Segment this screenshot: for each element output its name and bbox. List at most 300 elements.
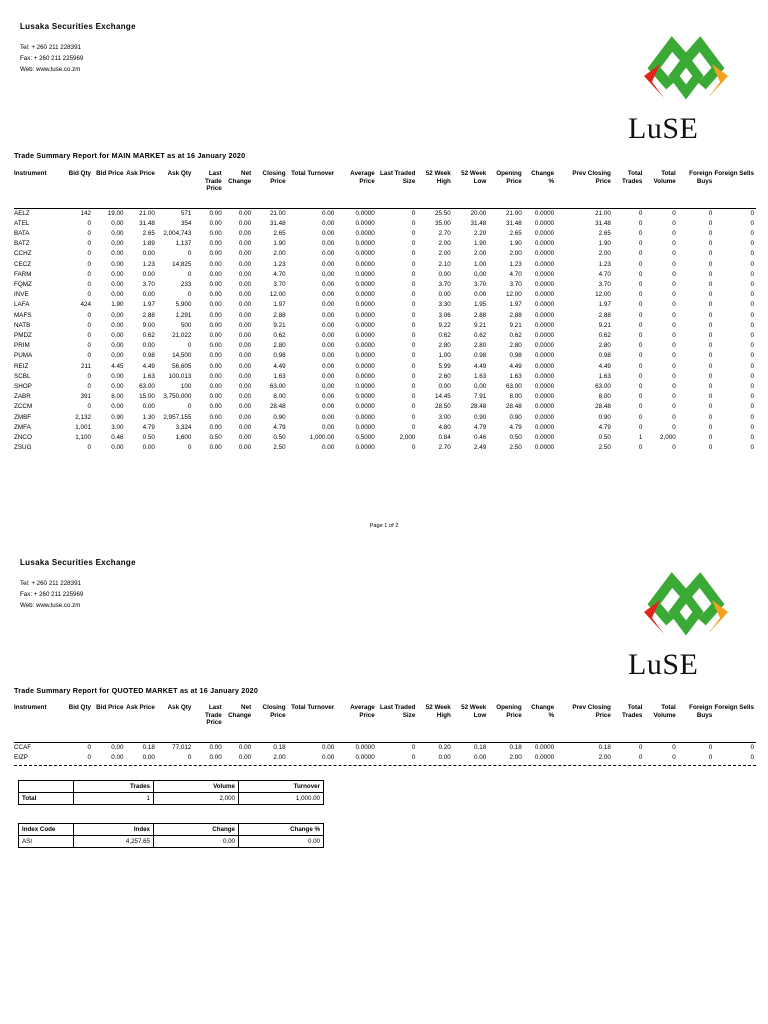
cell-foreign-buys: 0 — [708, 352, 713, 360]
cell-prev-closing-price: 0.90 — [598, 413, 611, 421]
cell-prev-closing-price: 9.21 — [598, 321, 611, 329]
cell-total-volume: 0 — [672, 229, 676, 237]
cell-average-price: 0.0000 — [355, 382, 375, 390]
column-header-prev-closing-price: Prev Closing Price — [572, 704, 611, 719]
cell-closing-price: 9.21 — [273, 321, 286, 329]
cell-52-week-high: 0.00 — [438, 382, 451, 390]
cell-instrument: ZSUG — [14, 444, 32, 452]
table-row — [14, 229, 756, 239]
table-row — [14, 362, 756, 372]
cell-last-traded-size: 0 — [411, 229, 416, 237]
cell-change-pct: 0.0000 — [534, 331, 555, 339]
cell-total-trades: 0 — [638, 342, 643, 350]
cell-instrument: CCAF — [14, 743, 32, 751]
cell-prev-closing-price: 2.50 — [598, 444, 611, 452]
cell-closing-price: 2.50 — [273, 444, 286, 452]
cell-opening-price: 28.48 — [505, 403, 522, 411]
cell-total-trades: 0 — [638, 321, 643, 329]
cell-total-trades: 0 — [638, 270, 643, 278]
cell-bid-qty: 0 — [87, 280, 92, 288]
column-header-total-volume: Total Volume — [653, 170, 676, 185]
cell-bid-price: 4.45 — [111, 362, 124, 370]
cell-change-pct: 0.0000 — [534, 280, 555, 288]
cell-opening-price: 0.62 — [509, 331, 522, 339]
cell-prev-closing-price: 0.62 — [598, 331, 611, 339]
cell-foreign-sells: 0 — [750, 444, 754, 452]
cell-opening-price: 0.18 — [509, 743, 522, 751]
cell-foreign-buys: 0 — [708, 311, 713, 319]
cell-bid-price: 0.00 — [111, 372, 124, 380]
cell-52-week-low: 28.48 — [470, 403, 487, 411]
cell-opening-price: 12.00 — [505, 291, 522, 299]
totals-table — [18, 780, 324, 805]
cell-ask-qty: 0 — [187, 342, 192, 350]
cell-foreign-sells: 0 — [750, 219, 754, 227]
cell-total-turnover: 0.00 — [322, 393, 335, 401]
cell-average-price: 0.0000 — [355, 321, 375, 329]
cell-net-change: 0.00 — [238, 321, 252, 329]
cell-bid-qty: 0 — [87, 219, 92, 227]
cell-last-traded-size: 0 — [411, 270, 416, 278]
cell-total-turnover: 0.00 — [322, 260, 335, 268]
cell-last-traded-size: 0 — [411, 209, 416, 217]
cell-foreign-sells: 0 — [750, 342, 754, 350]
cell-prev-closing-price: 0.98 — [598, 352, 611, 360]
fax-line: Fax: + 260 211 225969 — [20, 591, 84, 598]
cell-foreign-buys: 0 — [708, 229, 713, 237]
cell-bid-qty: 0 — [87, 372, 92, 380]
cell-change-pct: 0.0000 — [534, 311, 555, 319]
index-change: 0.00 — [154, 836, 239, 848]
cell-total-trades: 0 — [638, 403, 643, 411]
cell-closing-price: 8.00 — [273, 393, 286, 401]
cell-change-pct: 0.0000 — [534, 372, 555, 380]
cell-instrument: FQMZ — [14, 280, 32, 288]
cell-total-turnover: 0.00 — [322, 321, 335, 329]
cell-ask-price: 9.00 — [142, 321, 155, 329]
cell-last-traded-size: 0 — [411, 311, 416, 319]
cell-closing-price: 4.70 — [273, 270, 286, 278]
cell-closing-price: 63.00 — [269, 382, 286, 390]
cell-last-trade-price: 0.00 — [209, 423, 222, 431]
cell-net-change: 0.00 — [238, 743, 252, 751]
cell-bid-qty: 0 — [87, 260, 92, 268]
cell-52-week-low: 7.91 — [474, 393, 487, 401]
cell-total-trades: 0 — [638, 250, 643, 258]
table-row — [14, 249, 756, 259]
cell-total-volume: 0 — [672, 403, 676, 411]
cell-closing-price: 28.48 — [269, 403, 286, 411]
cell-52-week-high: 35.00 — [435, 219, 451, 227]
cell-total-volume: 0 — [672, 291, 676, 299]
cell-foreign-buys: 0 — [708, 331, 713, 339]
cell-52-week-high: 28.50 — [435, 403, 451, 411]
cell-last-trade-price: 0.00 — [209, 743, 222, 751]
cell-opening-price: 9.21 — [509, 321, 522, 329]
cell-closing-price: 12.00 — [269, 291, 286, 299]
cell-last-traded-size: 0 — [411, 331, 416, 339]
index-code: ASI — [19, 836, 74, 848]
cell-closing-price: 2.00 — [273, 753, 286, 761]
cell-bid-qty: 2,132 — [75, 413, 92, 421]
cell-average-price: 0.0000 — [355, 291, 375, 299]
cell-foreign-sells: 0 — [750, 403, 754, 411]
cell-total-trades: 0 — [638, 372, 643, 380]
cell-total-trades: 0 — [638, 743, 643, 751]
table-header-row — [14, 170, 756, 208]
cell-total-turnover: 0.00 — [322, 362, 335, 370]
cell-last-trade-price: 0.00 — [209, 352, 222, 360]
column-header-ask-price: Ask Price — [126, 704, 155, 711]
table-header-row — [14, 704, 756, 742]
cell-instrument: LAFA — [14, 301, 30, 309]
cell-52-week-high: 25.50 — [435, 209, 451, 217]
cell-bid-price: 0.00 — [111, 753, 124, 761]
cell-foreign-sells: 0 — [750, 311, 754, 319]
cell-average-price: 0.0000 — [355, 372, 375, 380]
cell-total-trades: 0 — [638, 209, 643, 217]
cell-52-week-high: 1.00 — [438, 352, 451, 360]
cell-total-turnover: 0.00 — [322, 311, 335, 319]
cell-net-change: 0.00 — [238, 209, 252, 217]
cell-foreign-sells: 0 — [750, 423, 754, 431]
cell-total-turnover: 0.00 — [322, 743, 335, 751]
cell-bid-qty: 211 — [81, 362, 92, 370]
cell-change-pct: 0.0000 — [534, 362, 555, 370]
cell-52-week-high: 3.06 — [438, 311, 451, 319]
cell-prev-closing-price: 2.88 — [598, 311, 611, 319]
cell-total-turnover: 0.00 — [322, 413, 335, 421]
column-header-52-week-low: 52 Week Low — [461, 704, 487, 719]
cell-total-volume: 0 — [672, 270, 676, 278]
cell-instrument: CECZ — [14, 260, 32, 268]
cell-total-trades: 0 — [638, 331, 643, 339]
cell-52-week-low: 0.90 — [474, 413, 487, 421]
cell-average-price: 0.0000 — [355, 362, 375, 370]
cell-opening-price: 1.23 — [509, 260, 522, 268]
cell-closing-price: 31.48 — [269, 219, 286, 227]
cell-bid-qty: 0 — [87, 403, 92, 411]
totals-header-trades: Trades — [74, 781, 154, 793]
cell-bid-price: 0.00 — [111, 280, 124, 288]
cell-average-price: 0.0000 — [355, 209, 375, 217]
cell-average-price: 0.0000 — [355, 240, 375, 248]
cell-opening-price: 2.50 — [509, 444, 522, 452]
cell-bid-price: 0.00 — [111, 240, 124, 248]
cell-instrument: AELZ — [14, 209, 30, 217]
cell-opening-price: 1.97 — [509, 301, 522, 309]
column-header-foreign-buys: Foreign Buys — [689, 704, 713, 719]
column-header-total-trades: Total Trades — [622, 170, 643, 185]
cell-bid-qty: 0 — [87, 753, 92, 761]
cell-foreign-buys: 0 — [708, 423, 713, 431]
column-header-opening-price: Opening Price — [496, 170, 522, 185]
cell-ask-qty: 21,022 — [172, 331, 192, 339]
cell-52-week-high: 3.70 — [438, 280, 451, 288]
cell-bid-price: 0.00 — [111, 250, 124, 258]
cell-ask-qty: 1,137 — [175, 240, 192, 248]
cell-change-pct: 0.0000 — [534, 219, 555, 227]
cell-average-price: 0.0000 — [355, 352, 375, 360]
cell-change-pct: 0.0000 — [534, 229, 555, 237]
cell-opening-price: 1.63 — [509, 372, 522, 380]
cell-change-pct: 0.0000 — [534, 753, 555, 761]
cell-ask-qty: 14,500 — [172, 352, 192, 360]
cell-52-week-high: 2.60 — [438, 372, 451, 380]
cell-foreign-buys: 0 — [708, 382, 713, 390]
cell-average-price: 0.0000 — [355, 219, 375, 227]
cell-total-turnover: 0.00 — [322, 352, 335, 360]
cell-closing-price: 0.50 — [273, 433, 286, 441]
column-header-average-price: Average Price — [350, 704, 375, 719]
cell-ask-qty: 0 — [187, 444, 192, 452]
cell-foreign-buys: 0 — [708, 291, 713, 299]
cell-total-turnover: 0.00 — [322, 229, 335, 237]
cell-foreign-sells: 0 — [750, 413, 754, 421]
cell-opening-price: 21.00 — [505, 209, 522, 217]
cell-52-week-high: 2.00 — [438, 250, 451, 258]
column-header-closing-price: Closing Price — [262, 170, 286, 185]
cell-total-turnover: 0.00 — [322, 403, 335, 411]
table-row — [14, 331, 756, 341]
cell-closing-price: 0.62 — [273, 331, 286, 339]
cell-change-pct: 0.0000 — [534, 423, 555, 431]
cell-bid-price: 0.00 — [111, 403, 124, 411]
cell-bid-price: 0.00 — [111, 342, 124, 350]
cell-last-traded-size: 0 — [411, 342, 416, 350]
main-market-report-title: Trade Summary Report for MAIN MARKET as at 16 January 2020 — [14, 151, 246, 160]
cell-average-price: 0.0000 — [355, 270, 375, 278]
cell-net-change: 0.00 — [238, 219, 252, 227]
cell-change-pct: 0.0000 — [534, 444, 555, 452]
index-header-code: Index Code — [19, 824, 74, 836]
cell-last-trade-price: 0.00 — [209, 413, 222, 421]
cell-instrument: FARM — [14, 270, 32, 278]
cell-closing-price: 4.79 — [273, 423, 286, 431]
cell-opening-price: 63.00 — [505, 382, 522, 390]
cell-foreign-sells: 0 — [750, 291, 754, 299]
cell-last-trade-price: 0.00 — [209, 240, 222, 248]
cell-52-week-low: 2.00 — [474, 250, 487, 258]
page-number: Page 1 of 2 — [369, 523, 399, 529]
cell-net-change: 0.00 — [238, 372, 252, 380]
cell-52-week-high: 0.00 — [438, 270, 451, 278]
cell-ask-qty: 233 — [180, 280, 192, 288]
totals-volume: 2,000 — [154, 793, 239, 805]
cell-average-price: 0.0000 — [355, 342, 375, 350]
cell-change-pct: 0.0000 — [534, 393, 555, 401]
column-header-52-week-high: 52 Week High — [425, 704, 451, 719]
luse-logo-page-2 — [628, 560, 758, 680]
cell-ask-price: 63.00 — [139, 382, 155, 390]
contact-details-page-2 — [20, 578, 83, 611]
column-header-foreign-sells: Foreign Sells — [714, 170, 754, 177]
cell-ask-price: 4.49 — [142, 362, 155, 370]
cell-total-trades: 1 — [638, 433, 643, 441]
cell-bid-price: 0.00 — [111, 743, 124, 751]
cell-ask-qty: 77,012 — [172, 743, 192, 751]
cell-ask-qty: 500 — [180, 321, 192, 329]
index-value: 4,257.65 — [74, 836, 154, 848]
cell-total-turnover: 0.00 — [322, 423, 335, 431]
cell-last-trade-price: 0.00 — [209, 301, 222, 309]
cell-change-pct: 0.0000 — [534, 403, 555, 411]
cell-last-traded-size: 0 — [411, 321, 416, 329]
cell-last-trade-price: 0.00 — [209, 382, 222, 390]
cell-total-turnover: 0.00 — [322, 372, 335, 380]
cell-last-trade-price: 0.00 — [209, 342, 222, 350]
cell-prev-closing-price: 4.70 — [598, 270, 611, 278]
cell-total-turnover: 0.00 — [322, 270, 335, 278]
cell-opening-price: 2.00 — [509, 250, 522, 258]
table-row — [14, 382, 756, 392]
cell-ask-qty: 14,825 — [172, 260, 192, 268]
cell-total-trades: 0 — [638, 219, 643, 227]
column-header-closing-price: Closing Price — [262, 704, 286, 719]
cell-ask-price: 1.89 — [142, 240, 155, 248]
column-header-foreign-buys: Foreign Buys — [689, 170, 713, 185]
totals-trades: 1 — [74, 793, 154, 805]
cell-instrument: REIZ — [14, 362, 29, 370]
cell-total-turnover: 0.00 — [322, 444, 335, 452]
cell-bid-qty: 1,001 — [75, 423, 92, 431]
cell-ask-qty: 2,004,743 — [163, 229, 192, 237]
cell-closing-price: 2.80 — [273, 342, 286, 350]
cell-opening-price: 4.79 — [509, 423, 522, 431]
cell-change-pct: 0.0000 — [534, 743, 555, 751]
cell-foreign-buys: 0 — [708, 270, 713, 278]
cell-ask-qty: 2,957,155 — [163, 413, 192, 421]
cell-instrument: PMDZ — [14, 331, 32, 339]
cell-prev-closing-price: 63.00 — [595, 382, 611, 390]
cell-ask-qty: 1,600 — [175, 433, 192, 441]
cell-bid-price: 3.00 — [111, 423, 124, 431]
cell-total-volume: 0 — [672, 260, 676, 268]
cell-total-trades: 0 — [638, 423, 643, 431]
cell-ask-qty: 100 — [180, 382, 192, 390]
cell-last-traded-size: 0 — [411, 362, 416, 370]
cell-total-trades: 0 — [638, 444, 643, 452]
cell-foreign-buys: 0 — [708, 280, 713, 288]
cell-foreign-buys: 0 — [708, 444, 713, 452]
cell-52-week-low: 1.00 — [474, 260, 487, 268]
cell-average-price: 0.0000 — [355, 280, 375, 288]
cell-bid-price: 0.00 — [111, 260, 124, 268]
cell-ask-qty: 100,013 — [168, 372, 192, 380]
telephone-line: Tel: + 260 211 228391 — [20, 580, 81, 587]
cell-total-trades: 0 — [638, 413, 643, 421]
totals-header-volume: Volume — [154, 781, 239, 793]
cell-52-week-low: 0.00 — [474, 382, 487, 390]
cell-ask-price: 0.00 — [142, 753, 155, 761]
table-row — [14, 208, 756, 219]
column-header-instrument: Instrument — [14, 170, 47, 177]
column-header-net-change: Net Change — [228, 704, 252, 719]
cell-52-week-high: 2.80 — [438, 342, 451, 350]
column-header-total-volume: Total Volume — [653, 704, 676, 719]
cell-foreign-sells: 0 — [750, 240, 754, 248]
cell-net-change: 0.00 — [238, 291, 252, 299]
cell-last-trade-price: 0.00 — [209, 209, 222, 217]
index-header-change-pct: Change % — [239, 824, 324, 836]
cell-ask-price: 0.00 — [142, 342, 155, 350]
cell-opening-price: 2.88 — [509, 311, 522, 319]
cell-ask-price: 0.50 — [142, 433, 155, 441]
column-header-net-change: Net Change — [228, 170, 252, 185]
cell-total-turnover: 0.00 — [322, 240, 335, 248]
totals-turnover: 1,000.00 — [239, 793, 324, 805]
cell-52-week-low: 1.90 — [474, 240, 487, 248]
cell-ask-price: 0.00 — [142, 270, 155, 278]
cell-total-volume: 0 — [672, 382, 676, 390]
table-row — [14, 413, 756, 423]
contact-details — [20, 42, 83, 75]
luse-logo-icon — [630, 24, 742, 112]
cell-total-trades: 0 — [638, 393, 643, 401]
cell-52-week-low: 20.00 — [470, 209, 487, 217]
cell-bid-price: 0.00 — [111, 291, 124, 299]
cell-foreign-buys: 0 — [708, 240, 713, 248]
cell-prev-closing-price: 2.00 — [598, 250, 611, 258]
table-row — [14, 239, 756, 249]
cell-average-price: 0.0000 — [355, 301, 375, 309]
cell-52-week-low: 2.88 — [474, 311, 487, 319]
cell-opening-price: 3.70 — [509, 280, 522, 288]
cell-ask-price: 1.30 — [142, 413, 155, 421]
cell-ask-price: 0.00 — [142, 444, 155, 452]
cell-total-turnover: 0.00 — [322, 291, 335, 299]
cell-instrument: ZABR — [14, 393, 31, 401]
cell-average-price: 0.0000 — [355, 250, 375, 258]
cell-last-traded-size: 0 — [411, 291, 416, 299]
cell-last-traded-size: 0 — [411, 743, 416, 751]
cell-last-traded-size: 0 — [411, 352, 416, 360]
cell-opening-price: 31.48 — [505, 219, 522, 227]
cell-bid-qty: 1,100 — [75, 433, 92, 441]
table-row — [14, 753, 756, 763]
cell-change-pct: 0.0000 — [534, 342, 555, 350]
main-market-table — [14, 170, 756, 453]
cell-last-traded-size: 0 — [411, 240, 416, 248]
cell-last-trade-price: 0.50 — [209, 433, 222, 441]
cell-net-change: 0.00 — [238, 753, 252, 761]
cell-foreign-buys: 0 — [708, 743, 713, 751]
cell-net-change: 0.00 — [238, 229, 252, 237]
cell-foreign-sells: 0 — [750, 393, 754, 401]
table-row — [14, 260, 756, 270]
cell-ask-qty: 0 — [187, 270, 192, 278]
cell-total-trades: 0 — [638, 240, 643, 248]
cell-total-volume: 0 — [672, 240, 676, 248]
cell-closing-price: 1.90 — [273, 240, 286, 248]
cell-instrument: BATA — [14, 229, 30, 237]
cell-net-change: 0.00 — [238, 280, 252, 288]
cell-foreign-sells: 0 — [750, 270, 754, 278]
cell-total-volume: 2,000 — [660, 433, 676, 441]
cell-ask-price: 0.00 — [142, 291, 155, 299]
cell-foreign-sells: 0 — [750, 321, 754, 329]
cell-foreign-sells: 0 — [750, 362, 754, 370]
cell-bid-qty: 424 — [80, 301, 92, 309]
table-row — [14, 742, 756, 753]
cell-opening-price: 0.50 — [509, 433, 522, 441]
column-header-52-week-high: 52 Week High — [425, 170, 451, 185]
cell-closing-price: 4.49 — [273, 362, 286, 370]
cell-ask-price: 2.88 — [142, 311, 155, 319]
cell-52-week-low: 2.20 — [474, 229, 487, 237]
cell-ask-price: 1.97 — [142, 301, 155, 309]
cell-52-week-high: 2.10 — [438, 260, 451, 268]
